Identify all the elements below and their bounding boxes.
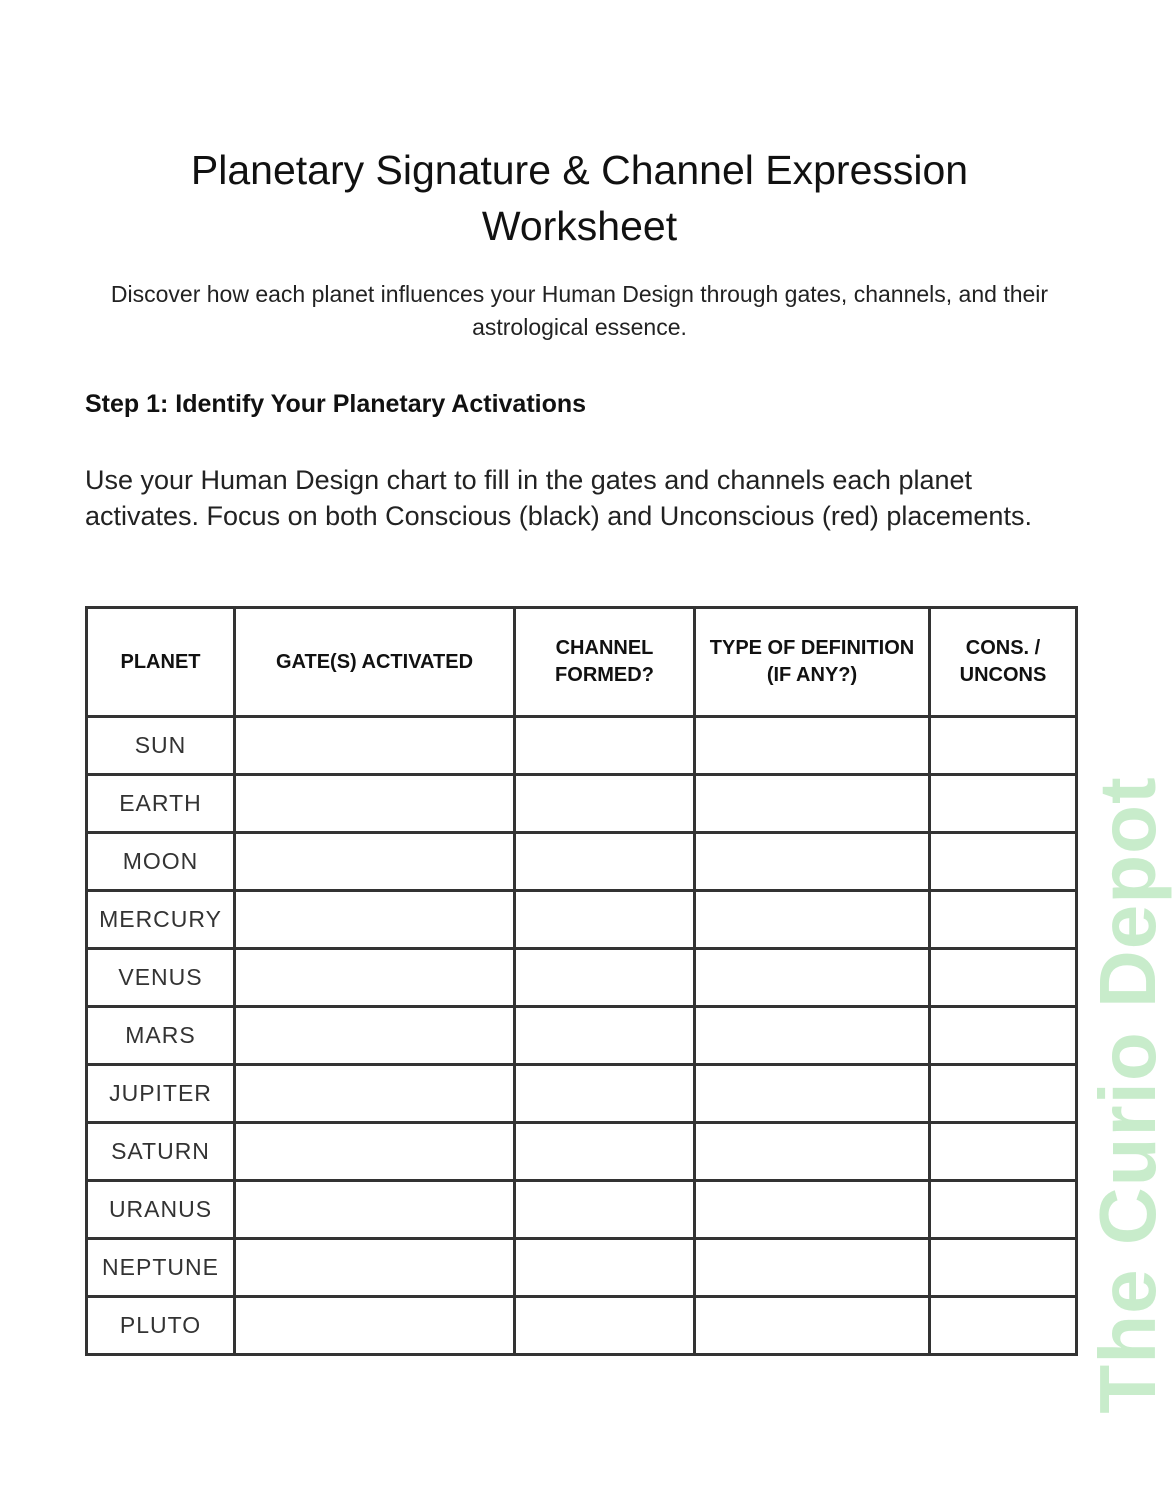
conscious-cell[interactable] [930,1123,1077,1181]
definition-cell[interactable] [695,833,930,891]
table-row [87,1065,1077,1123]
table-row [87,1007,1077,1065]
gates-cell[interactable] [235,717,515,775]
planet-name: NEPTUNE [87,1239,235,1297]
conscious-cell[interactable] [930,833,1077,891]
table-row [87,775,1077,833]
header-channel-formed: CHANNEL FORMED? [515,608,695,717]
channel-cell[interactable] [515,1181,695,1239]
worksheet-subtitle: Discover how each planet influences your Human Design through gates, channels, and their astrological essence. [110,281,1049,340]
channel-cell[interactable] [515,1065,695,1123]
planet-name: URANUS [87,1181,235,1239]
gates-cell[interactable] [235,949,515,1007]
planet-name: JUPITER [87,1065,235,1123]
planetary-activations-table [85,606,1078,1356]
conscious-cell[interactable] [930,775,1077,833]
conscious-cell[interactable] [930,1297,1077,1355]
conscious-cell[interactable] [930,1007,1077,1065]
header-cons-uncons: CONS. / UNCONS [930,608,1077,717]
definition-cell[interactable] [695,891,930,949]
gates-cell[interactable] [235,891,515,949]
table-row [87,1239,1077,1297]
conscious-cell[interactable] [930,1181,1077,1239]
conscious-cell[interactable] [930,1065,1077,1123]
step-1-instructions: Use your Human Design chart to fill in the gates and channels each planet activates. Focus on both Conscious (black) and Unconscious (red) placements. [85,465,1032,531]
conscious-cell[interactable] [930,949,1077,1007]
watermark: The Curio Depot [1083,776,1172,1414]
worksheet-title: Planetary Signature & Channel Expression Worksheet [190,147,969,249]
channel-cell[interactable] [515,1007,695,1065]
channel-cell[interactable] [515,1239,695,1297]
definition-cell[interactable] [695,1181,930,1239]
channel-cell[interactable] [515,833,695,891]
table-header-row [87,608,1077,717]
channel-cell[interactable] [515,891,695,949]
definition-cell[interactable] [695,1239,930,1297]
channel-cell[interactable] [515,949,695,1007]
channel-cell[interactable] [515,717,695,775]
gates-cell[interactable] [235,1123,515,1181]
gates-cell[interactable] [235,833,515,891]
table-row [87,949,1077,1007]
header-planet: PLANET [87,608,235,717]
planet-name: SUN [87,717,235,775]
gates-cell[interactable] [235,1065,515,1123]
channel-cell[interactable] [515,1297,695,1355]
gates-cell[interactable] [235,1181,515,1239]
definition-cell[interactable] [695,1007,930,1065]
planet-name: PLUTO [87,1297,235,1355]
planet-name: VENUS [87,949,235,1007]
step-1-heading: Step 1: Identify Your Planetary Activations [85,390,587,418]
channel-cell[interactable] [515,775,695,833]
definition-cell[interactable] [695,717,930,775]
definition-cell[interactable] [695,1065,930,1123]
table-row [87,1123,1077,1181]
definition-cell[interactable] [695,949,930,1007]
definition-cell[interactable] [695,775,930,833]
conscious-cell[interactable] [930,717,1077,775]
table-row [87,833,1077,891]
planet-name: MOON [87,833,235,891]
header-type-of-definition: TYPE OF DEFINITION (IF ANY?) [695,608,930,717]
definition-cell[interactable] [695,1123,930,1181]
conscious-cell[interactable] [930,1239,1077,1297]
planet-name: MARS [87,1007,235,1065]
planet-name: SATURN [87,1123,235,1181]
table-row [87,1181,1077,1239]
gates-cell[interactable] [235,1297,515,1355]
gates-cell[interactable] [235,1239,515,1297]
planet-name: EARTH [87,775,235,833]
table-row [87,717,1077,775]
table-body [87,717,1077,1355]
conscious-cell[interactable] [930,891,1077,949]
channel-cell[interactable] [515,1123,695,1181]
planet-name: MERCURY [87,891,235,949]
gates-cell[interactable] [235,775,515,833]
gates-cell[interactable] [235,1007,515,1065]
table-row [87,891,1077,949]
table-row [87,1297,1077,1355]
definition-cell[interactable] [695,1297,930,1355]
header-gates-activated: GATE(S) ACTIVATED [235,608,515,717]
